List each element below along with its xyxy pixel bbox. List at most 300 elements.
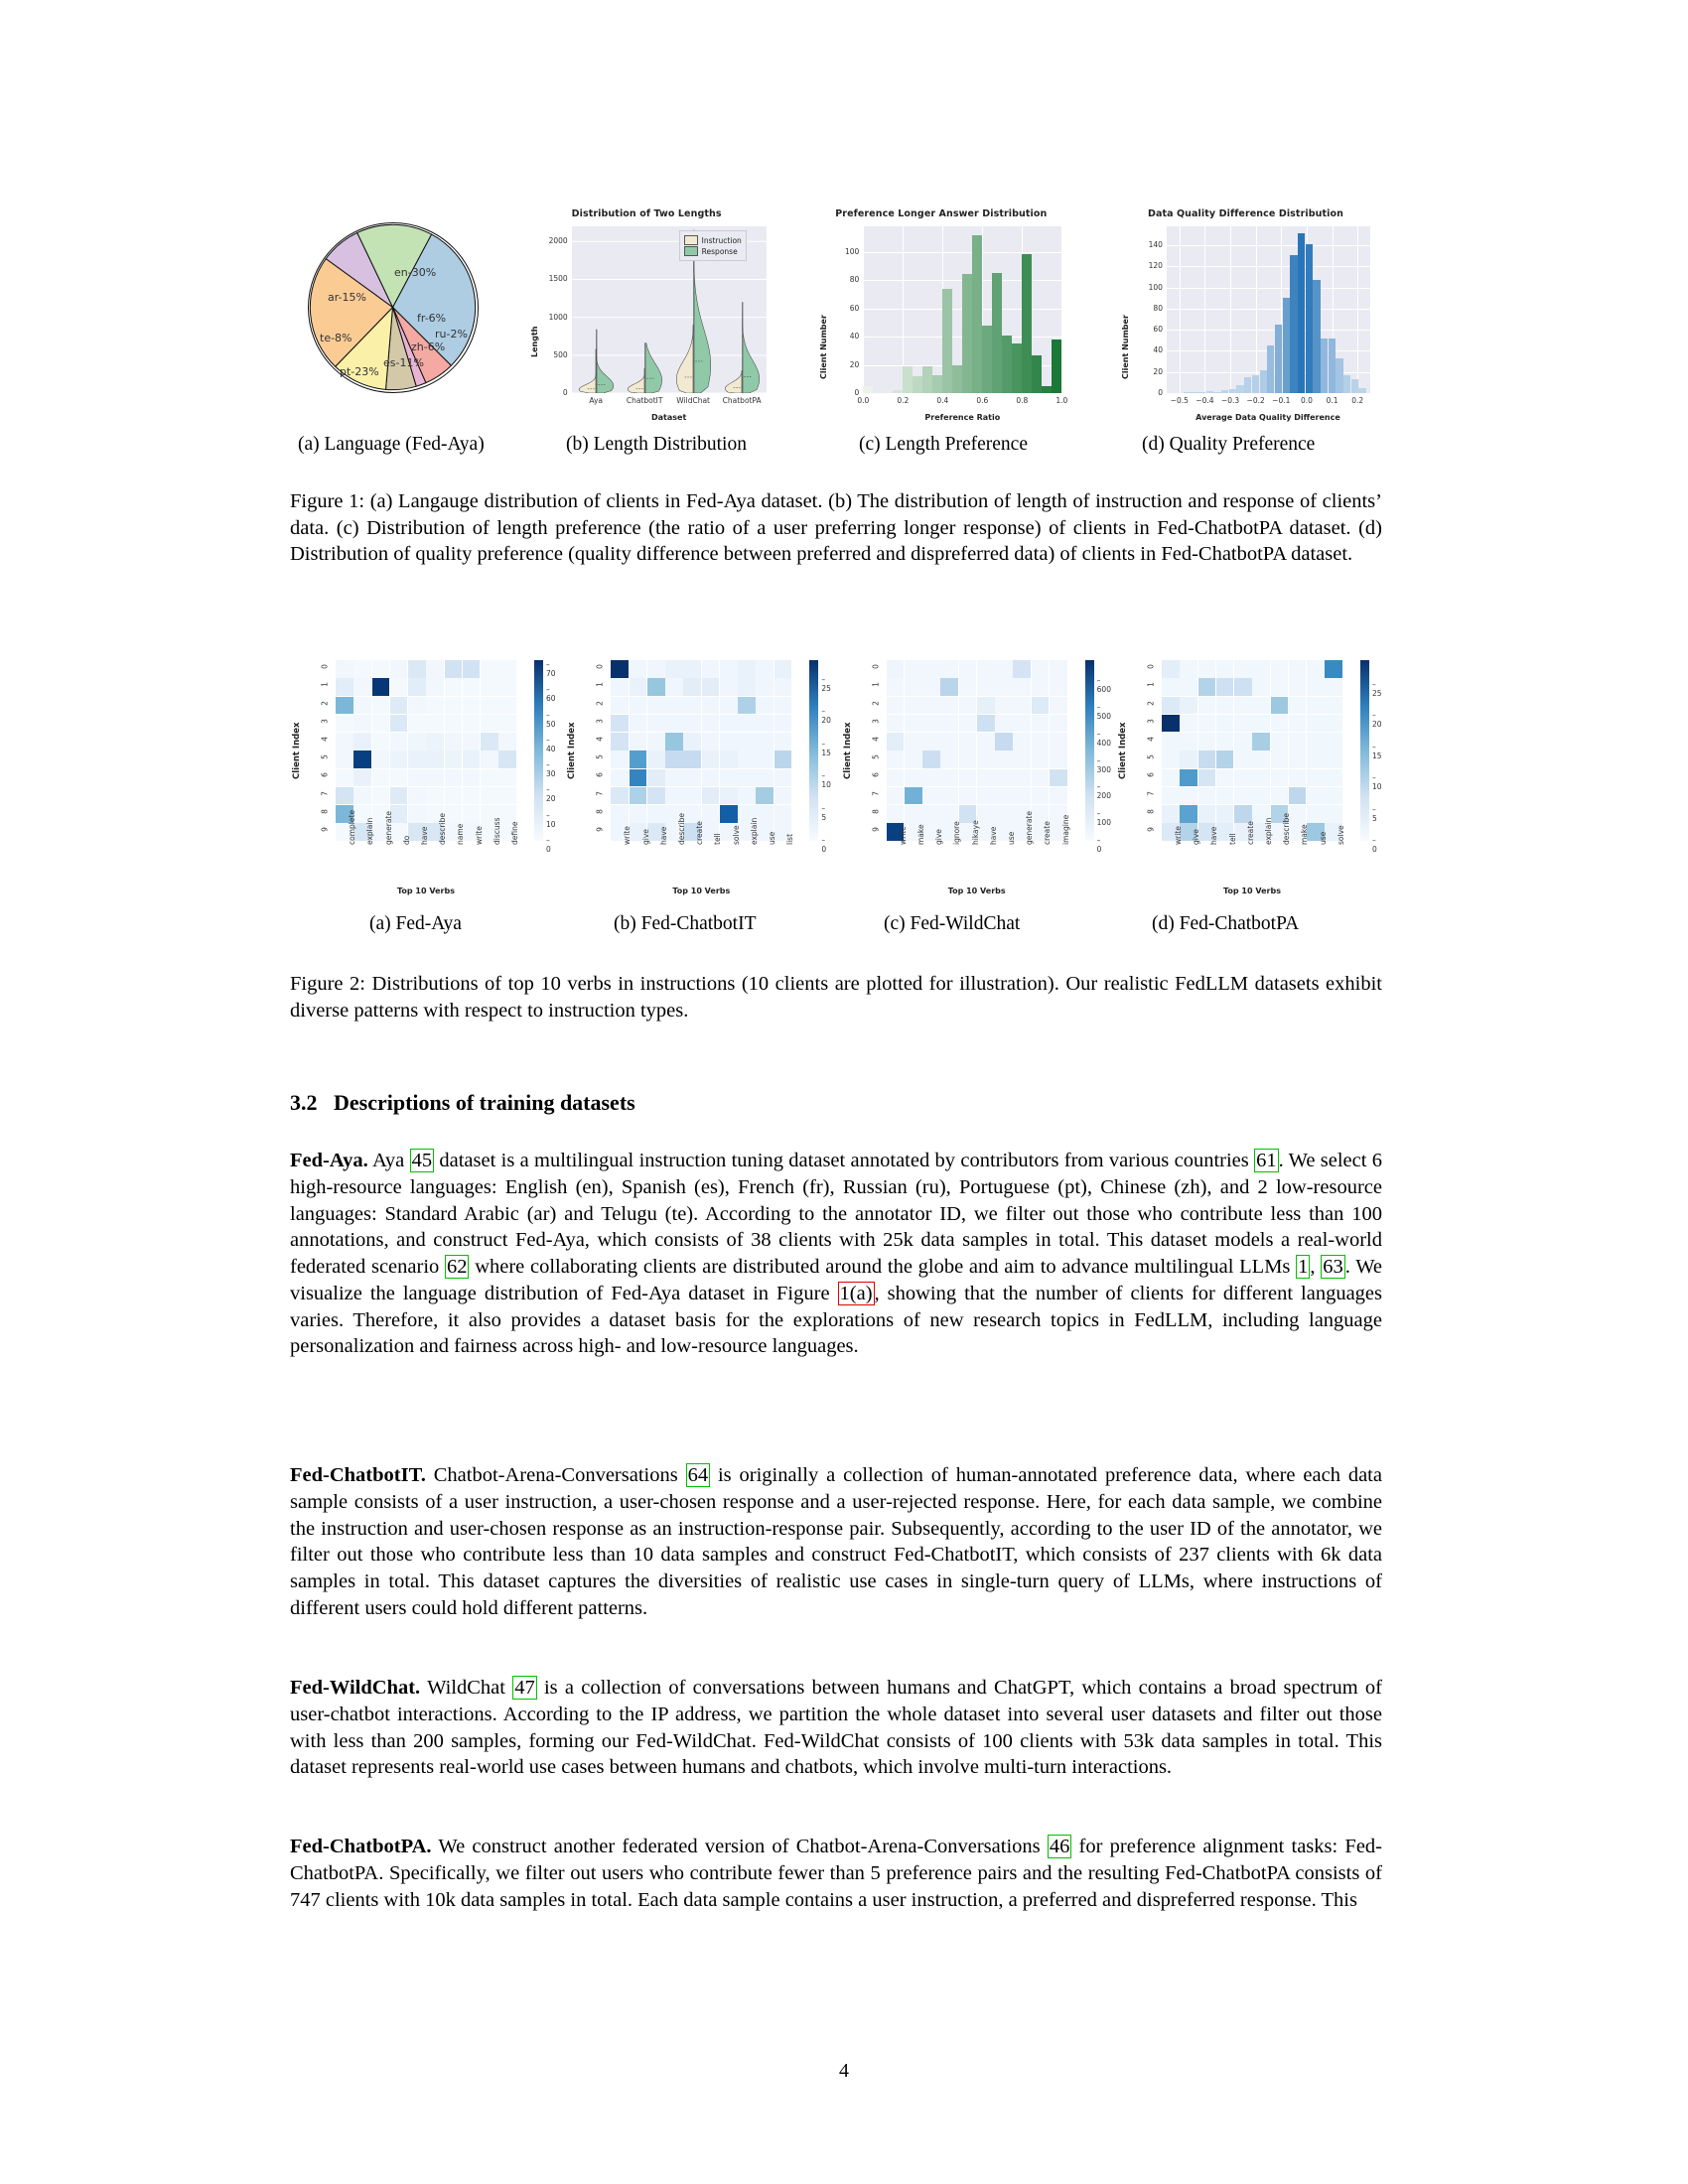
chart-title-length: Distribution of Two Lengths bbox=[571, 208, 722, 219]
heatmap-row-label: 7 bbox=[320, 790, 330, 796]
heatmap-cell bbox=[995, 805, 1013, 823]
heatmap-cell bbox=[1307, 678, 1325, 696]
heatmap-col-label: generate bbox=[1025, 811, 1035, 845]
colorbar-tick: – 20 bbox=[1371, 711, 1382, 730]
heatmap-cell bbox=[1180, 733, 1197, 751]
heatmap-col-label: have bbox=[419, 826, 429, 845]
heatmap-cell bbox=[738, 787, 756, 805]
heatmap-cell bbox=[1289, 751, 1307, 768]
heatmap-cell bbox=[977, 715, 995, 733]
heatmap-cell bbox=[1307, 733, 1325, 751]
histogram-bar bbox=[1002, 336, 1012, 393]
heatmap-cell bbox=[905, 715, 922, 733]
citation-63[interactable]: 63 bbox=[1323, 1256, 1343, 1278]
histogram-bar bbox=[1252, 375, 1259, 393]
legend-swatch-instruction bbox=[684, 235, 698, 245]
heatmap-cell bbox=[1234, 660, 1252, 678]
heatmap-cell bbox=[481, 715, 498, 733]
heatmap-cell bbox=[1198, 787, 1216, 805]
heatmap-cell bbox=[1289, 697, 1307, 715]
heatmap-cell bbox=[774, 733, 792, 751]
heatmap-fed-aya bbox=[290, 650, 556, 895]
heatmap-xlabel: Top 10 Verbs bbox=[947, 887, 1006, 895]
heatmap-col-label: use bbox=[1006, 831, 1016, 845]
heatmap-cell bbox=[498, 660, 516, 678]
heatmap-cell bbox=[1198, 751, 1216, 768]
heatmap-cell bbox=[1032, 769, 1050, 787]
heatmap-row-label: 8 bbox=[1146, 808, 1156, 814]
colorbar-tick: – 20 bbox=[546, 785, 556, 804]
pie-label-fr: fr-6% bbox=[417, 312, 447, 325]
heatmap-cell bbox=[940, 751, 958, 768]
pie-label-en: en-30% bbox=[394, 266, 437, 279]
heatmap-cell bbox=[372, 733, 390, 751]
heatmap-cell bbox=[665, 678, 683, 696]
heatmap-row-label: 3 bbox=[1146, 718, 1156, 724]
heatmap-cell bbox=[1162, 787, 1180, 805]
heatmap-cell bbox=[1234, 733, 1252, 751]
heatmap-cell bbox=[665, 715, 683, 733]
heatmap-cell bbox=[1325, 697, 1342, 715]
heatmap-row-label: 1 bbox=[320, 682, 330, 688]
heatmap-cell bbox=[720, 787, 738, 805]
heatmap-cell bbox=[1180, 769, 1197, 787]
histogram-bar bbox=[1236, 385, 1243, 394]
heatmap-row-label: 6 bbox=[871, 772, 881, 778]
heatmap-cell bbox=[611, 715, 629, 733]
heatmap-cell bbox=[738, 733, 756, 751]
violin-xtick: ChatbotPA bbox=[722, 396, 762, 405]
heatmap-cell bbox=[353, 787, 371, 805]
heatmap-cell bbox=[426, 751, 444, 768]
heatmap-cell bbox=[702, 678, 720, 696]
heatmap-cell bbox=[1162, 733, 1180, 751]
heatmap-cell bbox=[372, 751, 390, 768]
gridline bbox=[1180, 226, 1181, 393]
heatmap-cell bbox=[940, 660, 958, 678]
heatmap-cell bbox=[1325, 715, 1342, 733]
hist-ytick: 100 bbox=[1148, 282, 1163, 292]
heatmap-col-label: solve bbox=[731, 825, 741, 845]
heatmap-cell bbox=[1325, 805, 1342, 823]
figure2-subcaption-d: (d) Fed-ChatbotPA bbox=[1152, 913, 1300, 934]
heatmap-cell bbox=[336, 769, 353, 787]
legend-label-response: Response bbox=[701, 246, 738, 256]
paragraph-fed-wildchat: Fed-WildChat. WildChat 47 is a collection of conversations between humans and ChatGPT, which contains a broad spectrum of user-chatbot interactions. According to the IP address, we partition the whole dataset into several user datasets and filter out those with less than 200 samples, forming our Fed-WildChat. Fed-WildChat consists of 100 clients with 53k data samples in total. This dataset represents real-world use cases between humans and chatbots, which involve multi-turn interactions. bbox=[290, 1677, 1382, 1779]
gridline bbox=[1256, 226, 1257, 393]
heatmap-cell bbox=[977, 769, 995, 787]
heatmap-row-label: 9 bbox=[1146, 827, 1156, 832]
heatmap-cell bbox=[336, 660, 353, 678]
heatmap-cell bbox=[408, 733, 426, 751]
heatmap-cell bbox=[426, 769, 444, 787]
paragraph-fed-chatbotit: Fed-ChatbotIT. Chatbot-Arena-Conversations 64 is originally a collection of human-annotated preference data, where each data sample consists of a user instruction, a user-chosen response and a user-rejected response. Here, for each data sample, we combine the instruction and user-chosen response as an instruction-response pair. Subsequently, according to the user ID of the annotator, we filter out those who contribute less than 10 data samples and construct Fed-ChatbotIT, which consists of 237 clients with 6k data samples in total. This dataset captures the diversities of realistic use cases in single-turn query of LLMs, where instructions of different users could hold different patterns. bbox=[290, 1464, 1382, 1619]
heatmap-grid bbox=[887, 660, 1067, 841]
heatmap-cell bbox=[702, 660, 720, 678]
heatmap-cell bbox=[959, 715, 977, 733]
heatmap-cell bbox=[1271, 715, 1289, 733]
citation-46[interactable]: 46 bbox=[1049, 1836, 1070, 1857]
pie-label-es: es-11% bbox=[383, 356, 424, 369]
heatmap-cell bbox=[498, 787, 516, 805]
heatmap-cell bbox=[390, 733, 408, 751]
histogram-bar bbox=[1313, 280, 1320, 393]
colorbar-tick: – 0 bbox=[1371, 836, 1377, 854]
gridline bbox=[1167, 266, 1370, 267]
heatmap-cell bbox=[774, 769, 792, 787]
heatmap-cell bbox=[611, 733, 629, 751]
heatmap-cell bbox=[995, 678, 1013, 696]
heatmap-cell bbox=[977, 751, 995, 768]
colorbar-tick: – 60 bbox=[546, 685, 556, 704]
heatmap-cell bbox=[1307, 805, 1325, 823]
heatmap-cell bbox=[372, 715, 390, 733]
heatmap-row-label: 6 bbox=[320, 772, 330, 778]
heatmap-cell bbox=[463, 678, 481, 696]
heatmap-cell bbox=[1198, 733, 1216, 751]
heatmap-cell bbox=[720, 769, 738, 787]
colorbar-tick: – 600 bbox=[1096, 676, 1111, 695]
figure2-subcaption-c: (c) Fed-WildChat bbox=[884, 913, 1021, 934]
heatmap-cell bbox=[426, 678, 444, 696]
heatmap-cell bbox=[647, 697, 665, 715]
heatmap-cell bbox=[756, 660, 774, 678]
heatmap-cell bbox=[463, 715, 481, 733]
heatmap-cell bbox=[940, 715, 958, 733]
heatmap-col-label: give bbox=[1192, 829, 1201, 845]
heatmap-row-label: 0 bbox=[320, 664, 330, 669]
figure-ref-1a[interactable]: 1(a) bbox=[839, 1282, 873, 1304]
gridline bbox=[1357, 226, 1358, 393]
chart-quality-difference bbox=[1109, 208, 1382, 437]
figure2-subcaption-a: (a) Fed-Aya bbox=[369, 913, 462, 934]
colorbar-tick: – 25 bbox=[1371, 680, 1382, 699]
hist-ytick: 40 bbox=[1153, 345, 1163, 355]
heatmap-cell bbox=[702, 733, 720, 751]
heatmap-cell bbox=[665, 769, 683, 787]
legend-item-instruction bbox=[684, 235, 742, 245]
histogram-bar bbox=[1260, 370, 1267, 393]
heatmap-cell bbox=[611, 787, 629, 805]
heatmap-cell bbox=[1050, 787, 1067, 805]
heatmap-cell bbox=[463, 751, 481, 768]
heatmap-row-label: 4 bbox=[871, 737, 881, 742]
figure-1-panels bbox=[290, 199, 1382, 437]
heatmap-cell bbox=[647, 769, 665, 787]
heatmap-cell bbox=[372, 697, 390, 715]
heatmap-cell bbox=[481, 697, 498, 715]
heatmap-cell bbox=[1180, 697, 1197, 715]
heatmap-col-label: do bbox=[401, 835, 411, 845]
heatmap-cell bbox=[683, 678, 701, 696]
heatmap-cell bbox=[977, 733, 995, 751]
heatmap-cell bbox=[959, 697, 977, 715]
heatmap-cell bbox=[1013, 787, 1031, 805]
section-title bbox=[290, 1090, 1382, 1116]
citation-62[interactable]: 62 bbox=[446, 1256, 468, 1278]
heatmap-row-label: 8 bbox=[320, 808, 330, 814]
heatmap-cell bbox=[905, 769, 922, 787]
heatmap-row-label: 2 bbox=[1146, 700, 1156, 706]
violin-xtick: WildChat bbox=[676, 396, 711, 405]
heatmap-cell bbox=[1198, 678, 1216, 696]
heatmap-cell bbox=[408, 660, 426, 678]
heatmap-cell bbox=[445, 805, 463, 823]
heatmap-cell bbox=[1013, 733, 1031, 751]
heatmap-cell bbox=[630, 660, 647, 678]
heatmap-cell bbox=[408, 678, 426, 696]
heatmap-col-label: explain bbox=[365, 817, 375, 845]
heatmap-cell bbox=[1180, 715, 1197, 733]
violin-xlabel: Dataset bbox=[651, 413, 687, 422]
histogram-bar bbox=[1213, 392, 1220, 393]
legend-item-response bbox=[684, 246, 742, 256]
hist-xtick: 0.8 bbox=[1016, 396, 1029, 405]
colorbar-tick: – 0 bbox=[821, 836, 827, 854]
fed-chatbotit-lead: Fed-ChatbotIT. bbox=[290, 1464, 426, 1486]
heatmap-cell bbox=[702, 787, 720, 805]
heatmap-cell bbox=[922, 769, 940, 787]
heatmap-cell bbox=[959, 660, 977, 678]
colorbar-tick: – 15 bbox=[1371, 742, 1382, 760]
heatmap-cell bbox=[1216, 733, 1234, 751]
heatmap-col-label: have bbox=[1209, 826, 1219, 845]
heatmap-cell bbox=[390, 751, 408, 768]
heatmap-cell bbox=[665, 733, 683, 751]
heatmap-cell bbox=[720, 805, 738, 823]
heatmap-cell bbox=[336, 751, 353, 768]
heatmap-cell bbox=[1252, 787, 1270, 805]
heatmap-row-label: 5 bbox=[871, 754, 881, 759]
heatmap-cell bbox=[887, 697, 905, 715]
heatmap-cell bbox=[1271, 697, 1289, 715]
histogram-bar bbox=[1206, 391, 1213, 393]
heatmap-cell bbox=[1050, 769, 1067, 787]
hist-ytick: 0 bbox=[1158, 388, 1163, 397]
heatmap-cell bbox=[463, 733, 481, 751]
heatmap-cell bbox=[1198, 660, 1216, 678]
heatmap-cell bbox=[774, 787, 792, 805]
colorbar-tick: – 200 bbox=[1096, 782, 1111, 801]
heatmap-cell bbox=[481, 787, 498, 805]
heatmap-col-label: hikaye bbox=[970, 820, 980, 845]
heatmap-cell bbox=[426, 660, 444, 678]
heatmap-row-label: 9 bbox=[595, 827, 605, 832]
heatmap-cell bbox=[977, 697, 995, 715]
heatmap-cell bbox=[1216, 769, 1234, 787]
colorbar-tick: – 5 bbox=[821, 803, 827, 822]
heatmap-col-label: ignore bbox=[952, 821, 962, 845]
violin-ytick: 500 bbox=[553, 349, 568, 359]
hist-ytick: 80 bbox=[1153, 303, 1163, 313]
heatmap-cell bbox=[372, 787, 390, 805]
colorbar-tick: – 0 bbox=[1096, 836, 1102, 854]
heatmap-cell bbox=[756, 787, 774, 805]
heatmap-cell bbox=[1198, 715, 1216, 733]
heatmap-cell bbox=[1325, 678, 1342, 696]
heatmap-cell bbox=[445, 715, 463, 733]
heatmap-cell bbox=[959, 751, 977, 768]
heatmap-cell bbox=[922, 660, 940, 678]
heatmap-cell bbox=[445, 678, 463, 696]
heatmap-row-label: 6 bbox=[595, 772, 605, 778]
violin-ytick: 1000 bbox=[548, 312, 568, 322]
heatmap-cell bbox=[611, 660, 629, 678]
figure2-subcaption-b: (b) Fed-ChatbotIT bbox=[614, 913, 757, 934]
heatmap-cell bbox=[336, 787, 353, 805]
heatmap-cell bbox=[977, 660, 995, 678]
heatmap-cell bbox=[1162, 697, 1180, 715]
colorbar-tick: – 30 bbox=[546, 760, 556, 779]
histogram-bar bbox=[962, 274, 972, 393]
heatmap-cell bbox=[665, 697, 683, 715]
heatmap-cell bbox=[1162, 769, 1180, 787]
heatmap-cell bbox=[353, 769, 371, 787]
heatmap-cell bbox=[720, 678, 738, 696]
heatmap-row-label: 2 bbox=[595, 700, 605, 706]
heatmap-cell bbox=[756, 769, 774, 787]
heatmap-cell bbox=[665, 751, 683, 768]
heatmap-cell bbox=[630, 769, 647, 787]
heatmap-cell bbox=[1252, 678, 1270, 696]
heatmap-cell bbox=[702, 751, 720, 768]
heatmap-cell bbox=[683, 787, 701, 805]
heatmap-cell bbox=[887, 678, 905, 696]
heatmap-cell bbox=[390, 769, 408, 787]
heatmap-row-label: 5 bbox=[320, 754, 330, 759]
heatmap-cell bbox=[647, 733, 665, 751]
heatmap-cell bbox=[1013, 660, 1031, 678]
histogram-bar bbox=[1022, 254, 1032, 393]
heatmap-cell bbox=[647, 805, 665, 823]
histogram-bar bbox=[1191, 392, 1197, 393]
histogram-bar bbox=[1184, 392, 1191, 393]
heatmap-cell bbox=[445, 660, 463, 678]
heatmap-cell bbox=[408, 769, 426, 787]
pie-label-zh: zh-6% bbox=[411, 341, 446, 353]
heatmap-cell bbox=[720, 660, 738, 678]
heatmap-grid bbox=[1162, 660, 1342, 841]
heatmap-row-label: 0 bbox=[1146, 664, 1156, 669]
heatmap-cell bbox=[756, 678, 774, 696]
citation-45[interactable]: 45 bbox=[411, 1150, 433, 1171]
heatmap-cell bbox=[977, 787, 995, 805]
histogram-bar bbox=[1267, 345, 1274, 393]
citation-1[interactable]: 1 bbox=[1298, 1256, 1309, 1278]
heatmap-cell bbox=[481, 733, 498, 751]
heatmap-cell bbox=[1013, 769, 1031, 787]
heatmap-cell bbox=[1325, 769, 1342, 787]
heatmap-cell bbox=[1307, 715, 1325, 733]
heatmap-cell bbox=[887, 805, 905, 823]
heatmap-cell bbox=[1216, 751, 1234, 768]
section-number: 3.2 bbox=[290, 1090, 318, 1115]
histogram-bar bbox=[1052, 340, 1061, 393]
heatmap-col-label: explain bbox=[749, 817, 759, 845]
histogram-bar bbox=[1012, 343, 1022, 393]
heatmap-row-label: 3 bbox=[320, 718, 330, 724]
heatmap-ylabel: Client Index bbox=[1117, 722, 1128, 779]
histogram-bar bbox=[1343, 375, 1350, 393]
hist-xtick: −0.4 bbox=[1196, 396, 1214, 405]
heatmap-cell bbox=[463, 660, 481, 678]
heatmap-cell bbox=[1050, 697, 1067, 715]
heatmap-fed-chatbotpa bbox=[1116, 650, 1382, 895]
histogram-bar bbox=[1358, 388, 1365, 393]
heatmap-cell bbox=[977, 678, 995, 696]
heatmap-row-label: 0 bbox=[595, 664, 605, 669]
citation-61[interactable]: 61 bbox=[1256, 1150, 1277, 1171]
heatmap-cell bbox=[445, 733, 463, 751]
hist-xtick: −0.2 bbox=[1246, 396, 1265, 405]
colorbar-tick: – 10 bbox=[1371, 773, 1382, 792]
heatmap-col-label: describe bbox=[1282, 813, 1292, 845]
quality-xlabel: Average Data Quality Difference bbox=[1196, 413, 1340, 422]
histogram-bar bbox=[942, 289, 952, 393]
heatmap-cell bbox=[498, 769, 516, 787]
pie-label-pt: pt-23% bbox=[340, 365, 379, 378]
heatmap-cell bbox=[738, 660, 756, 678]
colorbar-tick: – 50 bbox=[546, 710, 556, 729]
heatmap-cell bbox=[426, 733, 444, 751]
heatmap-cell bbox=[498, 697, 516, 715]
heatmap-cell bbox=[683, 660, 701, 678]
heatmap-cell bbox=[630, 805, 647, 823]
heatmap-cell bbox=[1289, 769, 1307, 787]
heatmap-col-label: create bbox=[1245, 821, 1255, 845]
violin-ytick: 1500 bbox=[548, 274, 568, 284]
heatmap-cell bbox=[463, 787, 481, 805]
histogram-bar bbox=[913, 376, 922, 393]
heatmap-colorbar bbox=[534, 660, 543, 841]
heatmap-cell bbox=[1271, 787, 1289, 805]
heatmap-cell bbox=[995, 697, 1013, 715]
heatmap-cell bbox=[1050, 660, 1067, 678]
heatmap-col-label: tell bbox=[1227, 833, 1237, 845]
heatmap-col-label: explain bbox=[1264, 817, 1274, 845]
heatmap-cell bbox=[665, 660, 683, 678]
heatmap-cell bbox=[1216, 660, 1234, 678]
heatmap-row-label: 5 bbox=[1146, 754, 1156, 759]
figure1-subcaption-a: (a) Language (Fed-Aya) bbox=[298, 434, 485, 455]
heatmap-cell bbox=[1289, 715, 1307, 733]
colorbar-tick: – 10 bbox=[546, 810, 556, 829]
heatmap-cell bbox=[1234, 697, 1252, 715]
heatmap-cell bbox=[1252, 660, 1270, 678]
heatmap-cell bbox=[1180, 751, 1197, 768]
section-title-text: Descriptions of training datasets bbox=[334, 1090, 635, 1115]
pie-label-ar: ar-15% bbox=[328, 291, 366, 304]
heatmap-grid bbox=[611, 660, 791, 841]
heatmap-cell bbox=[905, 805, 922, 823]
heatmap-row-label: 7 bbox=[595, 790, 605, 796]
heatmap-cell bbox=[1162, 751, 1180, 768]
heatmap-cell bbox=[498, 678, 516, 696]
fed-aya-lead: Fed-Aya. bbox=[290, 1150, 368, 1171]
citation-64[interactable]: 64 bbox=[687, 1464, 709, 1486]
heatmap-cell bbox=[481, 769, 498, 787]
colorbar-tick: – 70 bbox=[546, 660, 556, 679]
heatmap-cell bbox=[774, 678, 792, 696]
citation-47[interactable]: 47 bbox=[514, 1677, 535, 1699]
heatmap-cell bbox=[353, 751, 371, 768]
heatmap-cell bbox=[1216, 678, 1234, 696]
heatmap-cell bbox=[1180, 805, 1197, 823]
heatmap-cell bbox=[630, 733, 647, 751]
heatmap-cell bbox=[630, 751, 647, 768]
heatmap-col-label: write bbox=[898, 826, 908, 845]
heatmap-cell bbox=[738, 715, 756, 733]
